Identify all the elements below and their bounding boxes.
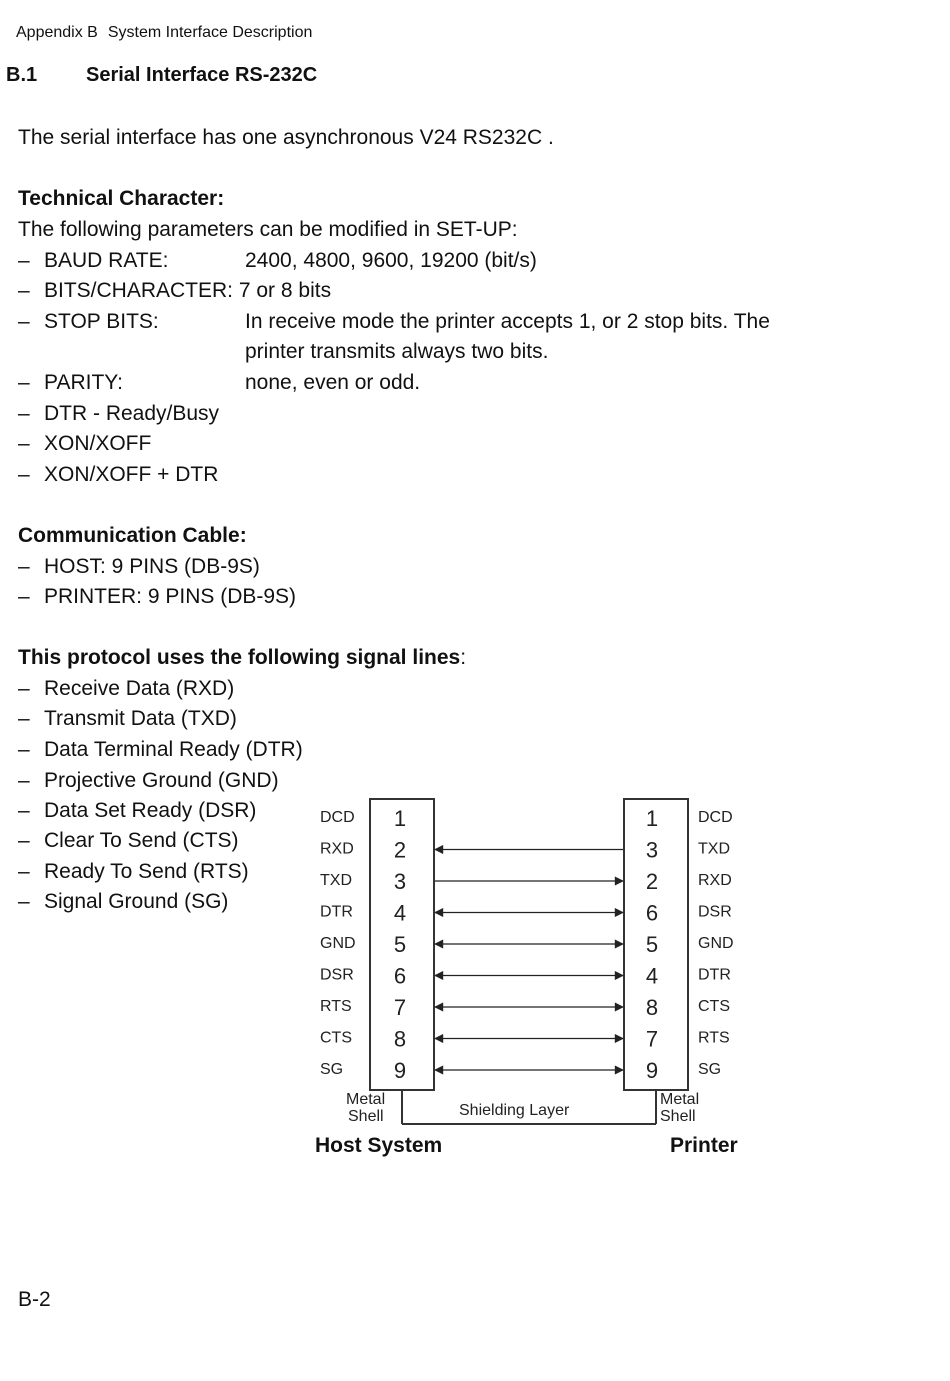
wire-group bbox=[435, 850, 623, 1071]
signals-heading bbox=[18, 643, 466, 673]
printer-pin-number: 5 bbox=[645, 932, 659, 957]
list-item bbox=[0, 766, 300, 796]
printer-signal-label: DTR bbox=[698, 966, 731, 984]
printer-metal-label: Metal bbox=[660, 1091, 700, 1108]
cable-heading: Communication Cable: bbox=[18, 524, 247, 547]
list-dash: – bbox=[18, 402, 30, 425]
host-system-caption: Host System bbox=[315, 1134, 443, 1157]
host-pin-number: 6 bbox=[393, 963, 407, 989]
param-label: DTR - Ready/Busy bbox=[44, 402, 220, 425]
printer-pin-number: 3 bbox=[645, 837, 659, 863]
param-label: XON/XOFF bbox=[44, 432, 152, 455]
signals-heading-colon: : bbox=[460, 646, 467, 669]
list-dash: – bbox=[18, 769, 30, 792]
host-pin-number: 8 bbox=[393, 1026, 407, 1052]
list-dash: – bbox=[18, 677, 30, 700]
list-item bbox=[0, 429, 900, 459]
list-dash: – bbox=[18, 249, 30, 272]
list-dash: – bbox=[18, 432, 30, 455]
cable-item-label: PRINTER: 9 PINS (DB-9S) bbox=[44, 585, 297, 608]
host-signal-label: DCD bbox=[320, 809, 355, 826]
host-signal-label: CTS bbox=[320, 1029, 352, 1047]
host-pin-number: 3 bbox=[393, 869, 407, 894]
appendix-label: Appendix B bbox=[16, 24, 98, 41]
list-dash: – bbox=[18, 860, 30, 883]
host-pin-group bbox=[320, 806, 406, 1083]
rs232-wiring-diagram bbox=[316, 798, 748, 1130]
printer-signal-label: DSR bbox=[698, 903, 732, 921]
list-item bbox=[0, 246, 900, 276]
printer-pin-number: 6 bbox=[645, 900, 659, 926]
printer-signal-label: GND bbox=[698, 935, 734, 952]
printer-pin-number: 7 bbox=[645, 1026, 659, 1052]
signal-item-label: Signal Ground (SG) bbox=[44, 890, 229, 913]
list-item bbox=[0, 307, 900, 367]
host-pin-number: 1 bbox=[393, 806, 407, 831]
printer-signal-label: RXD bbox=[698, 872, 732, 889]
list-item bbox=[0, 735, 310, 765]
host-signal-label: TXD bbox=[320, 872, 352, 889]
signals-heading-text: This protocol uses the following signal lines bbox=[18, 646, 461, 669]
list-dash: – bbox=[18, 310, 30, 333]
printer-signal-label: CTS bbox=[698, 998, 730, 1015]
host-signal-label: DSR bbox=[320, 966, 354, 984]
list-dash: – bbox=[18, 555, 30, 578]
param-label: PARITY: bbox=[44, 371, 123, 394]
param-value-continued: printer transmits always two bits. bbox=[245, 340, 549, 363]
signal-item-label: Projective Ground (GND) bbox=[44, 769, 279, 792]
host-signal-label: DTR bbox=[320, 903, 353, 921]
host-metal-label: Metal bbox=[346, 1091, 386, 1108]
signal-item-label: Transmit Data (TXD) bbox=[44, 707, 237, 730]
signal-item-label: Data Set Ready (DSR) bbox=[44, 799, 257, 822]
signal-item-label: Receive Data (RXD) bbox=[44, 677, 235, 700]
printer-pin-number: 9 bbox=[645, 1058, 659, 1083]
host-pin-number: 7 bbox=[393, 995, 407, 1020]
page-number: B-2 bbox=[18, 1288, 51, 1311]
list-item bbox=[0, 399, 900, 429]
param-value: In receive mode the printer accepts 1, or 2 stop bits. The bbox=[245, 310, 770, 333]
list-item bbox=[0, 276, 900, 306]
list-item bbox=[0, 674, 300, 704]
list-dash: – bbox=[18, 829, 30, 852]
list-dash: – bbox=[18, 463, 30, 486]
section-number: B.1 bbox=[6, 64, 38, 86]
printer-shell-label: Shell bbox=[660, 1108, 696, 1125]
technical-lead: The following parameters can be modified in SET-UP: bbox=[18, 218, 518, 241]
host-signal-label: GND bbox=[320, 935, 356, 952]
printer-pin-number: 1 bbox=[645, 806, 659, 831]
list-dash: – bbox=[18, 585, 30, 608]
running-header bbox=[16, 24, 312, 42]
list-item bbox=[0, 552, 600, 582]
list-item bbox=[0, 796, 300, 826]
printer-pin-number: 2 bbox=[645, 869, 659, 894]
section-title: Serial Interface RS-232C bbox=[86, 64, 318, 86]
param-label: STOP BITS: bbox=[44, 310, 159, 333]
signal-item-label: Clear To Send (CTS) bbox=[44, 829, 239, 852]
signal-item-label: Ready To Send (RTS) bbox=[44, 860, 249, 883]
shielding-layer-label: Shielding Layer bbox=[459, 1102, 570, 1119]
param-label: BITS/CHARACTER: 7 or 8 bits bbox=[44, 279, 332, 302]
list-dash: – bbox=[18, 707, 30, 730]
host-signal-label: RTS bbox=[320, 998, 352, 1015]
technical-heading: Technical Character: bbox=[18, 187, 225, 210]
host-pin-number: 2 bbox=[393, 837, 407, 863]
list-dash: – bbox=[18, 890, 30, 913]
printer-signal-label: RTS bbox=[698, 1029, 730, 1047]
list-item bbox=[0, 460, 900, 490]
host-pin-number: 4 bbox=[393, 900, 407, 926]
host-shell-label: Shell bbox=[348, 1108, 384, 1125]
intro-paragraph: The serial interface has one asynchronous V24 RS232C . bbox=[18, 126, 554, 149]
list-item bbox=[0, 857, 300, 887]
printer-pin-number: 8 bbox=[645, 995, 659, 1020]
param-value: none, even or odd. bbox=[245, 371, 421, 394]
list-item bbox=[0, 704, 300, 734]
param-label: XON/XOFF + DTR bbox=[44, 463, 219, 486]
param-value: 2400, 4800, 9600, 19200 (bit/s) bbox=[245, 249, 537, 272]
list-dash: – bbox=[18, 279, 30, 302]
list-item bbox=[0, 887, 300, 917]
list-dash: – bbox=[18, 738, 30, 761]
printer-signal-label: SG bbox=[698, 1061, 722, 1078]
param-label: BAUD RATE: bbox=[44, 249, 169, 272]
signal-item-label: Data Terminal Ready (DTR) bbox=[44, 738, 303, 761]
host-signal-label: SG bbox=[320, 1061, 344, 1078]
list-item bbox=[0, 826, 300, 856]
printer-signal-label: TXD bbox=[698, 840, 730, 858]
list-dash: – bbox=[18, 371, 30, 394]
list-item bbox=[0, 582, 600, 612]
host-pin-number: 5 bbox=[393, 932, 407, 957]
host-signal-label: RXD bbox=[320, 840, 354, 858]
printer-signal-label: DCD bbox=[698, 809, 733, 826]
list-dash: – bbox=[18, 799, 30, 822]
appendix-title: System Interface Description bbox=[107, 24, 313, 41]
host-pin-number: 9 bbox=[393, 1058, 407, 1083]
printer-caption: Printer bbox=[670, 1134, 738, 1157]
cable-item-label: HOST: 9 PINS (DB-9S) bbox=[44, 555, 260, 578]
list-item bbox=[0, 368, 900, 398]
printer-pin-number: 4 bbox=[645, 963, 659, 989]
